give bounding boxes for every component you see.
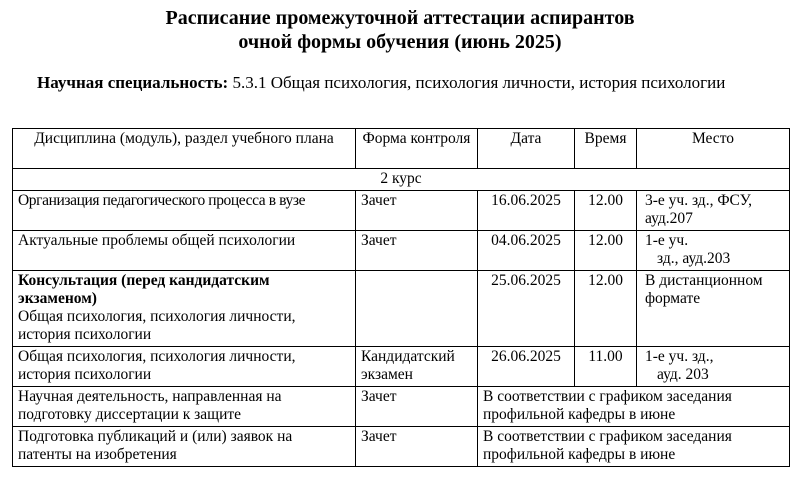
row-date: 25.06.2025: [478, 271, 575, 347]
row-form: [356, 271, 478, 347]
header-time: Время: [575, 129, 637, 169]
header-date: Дата: [478, 129, 575, 169]
row-place-line-1: 1-е уч.: [645, 232, 689, 249]
row-form: Зачет: [356, 231, 478, 271]
table-row: [13, 231, 790, 271]
row-place: [637, 347, 790, 387]
row-time: 12.00: [575, 231, 637, 271]
row-discipline: Общая психология, психология личности, история психологии: [13, 347, 356, 387]
row-time: 12.00: [575, 191, 637, 231]
specialty-label: Научная специальность:: [37, 73, 229, 92]
row-discipline: [13, 271, 356, 347]
specialty-value: 5.3.1 Общая психология, психология личности, история психологии: [232, 73, 726, 92]
row-discipline: Научная деятельность, направленная на подготовку диссертации к защите: [13, 387, 356, 427]
year-label: 2 курс: [13, 169, 790, 191]
row-place-line-2: ауд. 203: [657, 366, 709, 383]
row-form: Зачет: [356, 387, 478, 427]
row-time: 11.00: [575, 347, 637, 387]
row-discipline-text: Общая психология, психология личности, история психологии: [18, 308, 296, 343]
table-row: [13, 427, 790, 467]
row-discipline-text: Организация педагогического процесса в вузе: [18, 192, 306, 209]
row-discipline: Подготовка публикаций и (или) заявок на патенты на изобретения: [13, 427, 356, 467]
header-place: Место: [637, 129, 790, 169]
table-row: [13, 387, 790, 427]
table-row: [13, 271, 790, 347]
row-form: Зачет: [356, 427, 478, 467]
row-date: 26.06.2025: [478, 347, 575, 387]
document-title: [0, 6, 800, 54]
row-time: 12.00: [575, 271, 637, 347]
table-row: [13, 191, 790, 231]
row-discipline-bold: Консультация (перед кандидатским экзаменом): [18, 272, 270, 307]
row-place: [637, 231, 790, 271]
table-row: [13, 347, 790, 387]
schedule-table: [12, 128, 790, 467]
row-place: 3-е уч. зд., ФСУ, ауд.207: [637, 191, 790, 231]
row-form: Зачет: [356, 191, 478, 231]
row-schedule-note: В соответствии с графиком заседания профильной кафедры в июне: [478, 387, 790, 427]
row-date: 16.06.2025: [478, 191, 575, 231]
header-form: Форма контроля: [356, 129, 478, 169]
row-form: Кандидатский экзамен: [356, 347, 478, 387]
row-discipline: [13, 191, 356, 231]
row-discipline: Актуальные проблемы общей психологии: [13, 231, 356, 271]
row-place-line-1: 1-е уч. зд.,: [645, 348, 714, 365]
title-line-1: Расписание промежуточной аттестации аспирантов: [165, 7, 635, 29]
row-schedule-note: В соответствии с графиком заседания профильной кафедры в июне: [478, 427, 790, 467]
title-line-2: очной формы обучения (июнь 2025): [238, 31, 562, 53]
row-date: 04.06.2025: [478, 231, 575, 271]
row-place: В дистанционном формате: [637, 271, 790, 347]
specialty-line: [37, 72, 777, 93]
table-header-row: [13, 129, 790, 169]
year-row: [13, 169, 790, 191]
header-discipline: Дисциплина (модуль), раздел учебного плана: [13, 129, 356, 169]
row-place-line-2: зд., ауд.203: [657, 250, 731, 267]
